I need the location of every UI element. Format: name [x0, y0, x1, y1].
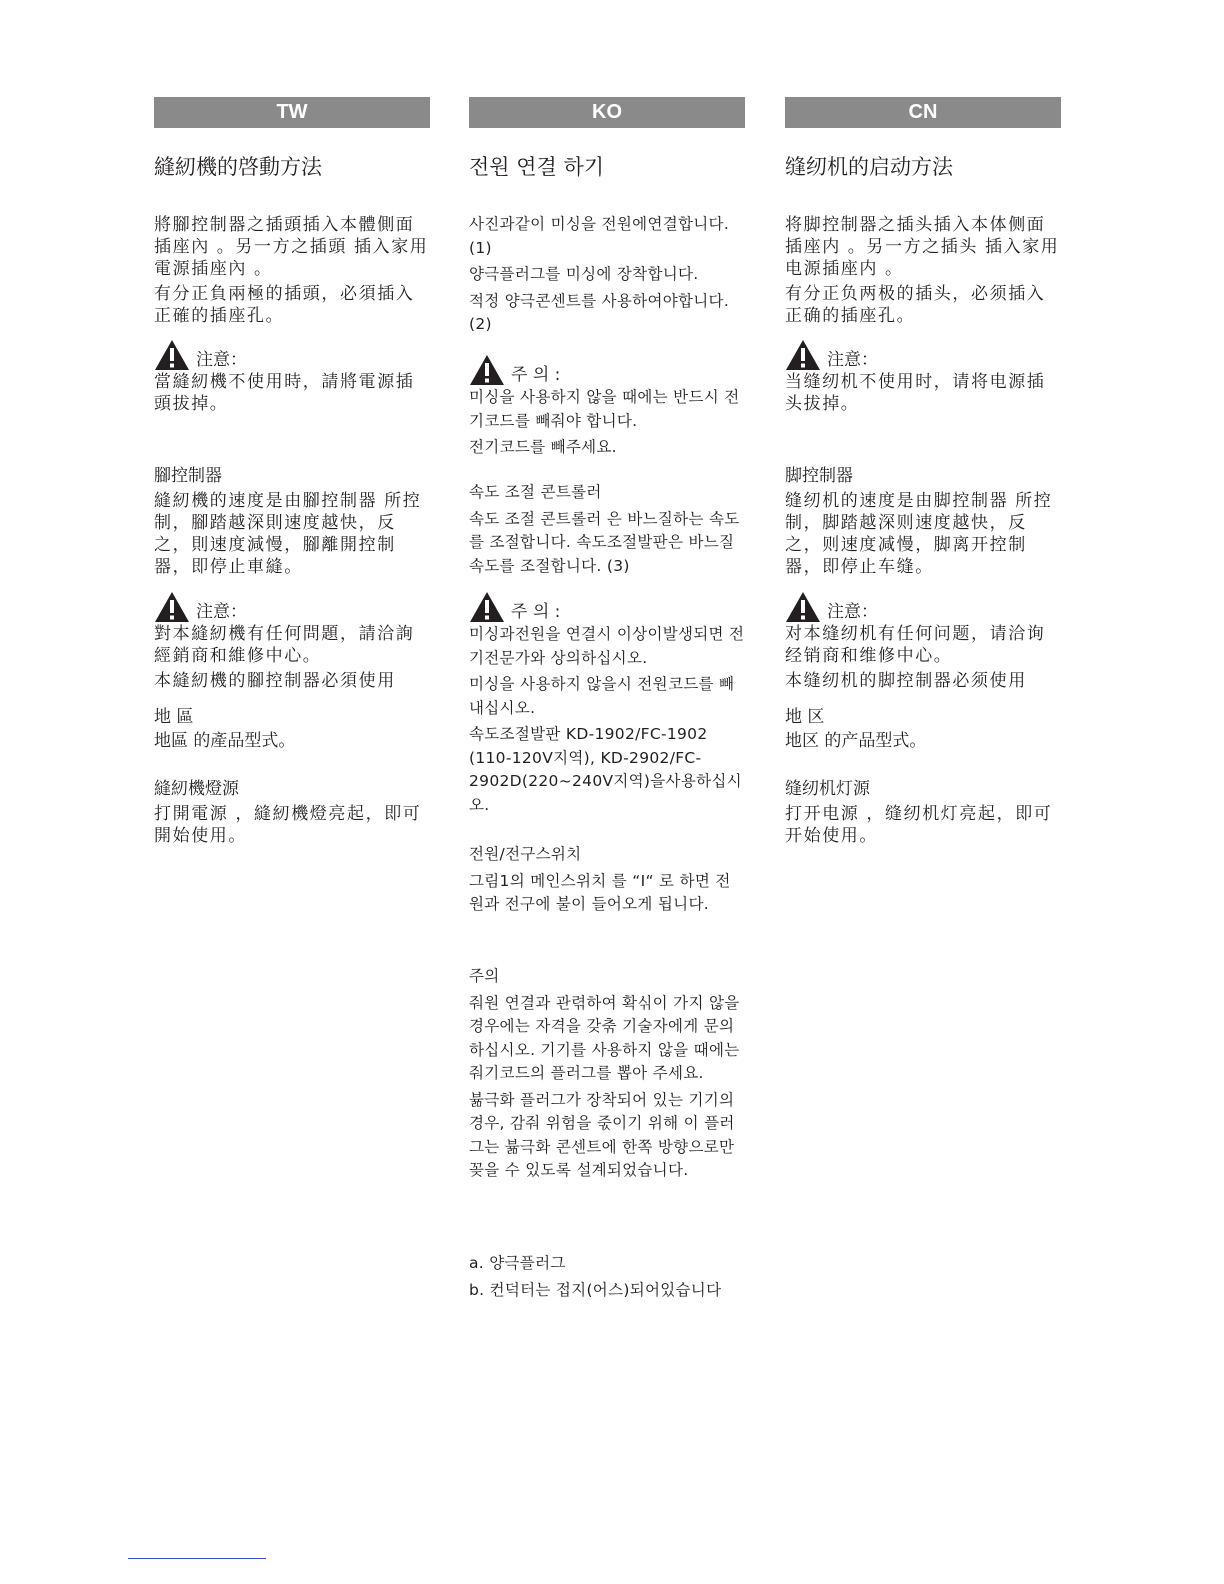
legend-item: b. 컨덕터는 접지(어스)되어있습니다	[469, 1280, 722, 1299]
intro-block	[785, 214, 1061, 327]
region-model-text: 地區 的產品型式。	[154, 731, 296, 751]
section-title: 전원 연결 하기	[469, 155, 605, 179]
foot-controller-block	[785, 465, 1061, 578]
caution-block	[154, 339, 430, 415]
caution-block	[785, 339, 1061, 415]
intro-paragraph: 양극플러그를 미싱에 장착합니다.	[469, 265, 699, 283]
caution-text: 当缝纫机不使用时，请将电源插头拔掉。	[785, 372, 1046, 414]
caution-text: 對本縫紉機有任何問題，請洽詢經銷商和維修中心。	[154, 624, 415, 666]
caution-heading	[785, 339, 1061, 371]
column-tw	[154, 97, 430, 846]
caution-block	[469, 591, 745, 817]
intro-paragraph: 사진과같이 미싱을 전원에연결합니다. (1)	[469, 215, 730, 257]
caution-label: 주 의 :	[511, 602, 561, 622]
section-title: 缝纫机的启动方法	[785, 155, 953, 179]
region-block	[785, 705, 1061, 753]
language-header-cn: CN	[785, 97, 1061, 128]
caution-heading	[785, 591, 1061, 623]
caution-text: 미싱과전원을 연결시 이상이발생되면 전기전문가와 상의하십시오.	[469, 625, 745, 667]
warning-icon	[785, 339, 821, 371]
caution-label: 注意：	[196, 602, 247, 622]
warning-icon	[785, 591, 821, 623]
legend-item: a. 양극플러그	[469, 1254, 566, 1272]
caution-text: 本缝纫机的脚控制器必须使用	[785, 671, 1027, 691]
region-model-text: 地区 的产品型式。	[785, 731, 927, 751]
foot-controller-text: 缝纫机的速度是由脚控制器 所控制，脚踏越深则速度越快，反之，则速度减慢，脚离开控制器，即停止车缝。	[785, 491, 1053, 577]
subsection-title: 縫紉機燈源	[154, 779, 239, 799]
subsection-title: 腳控制器	[154, 466, 222, 486]
lamp-text: 打开电源 ，缝纫机灯亮起，即可开始使用。	[785, 804, 1053, 846]
intro-paragraph: 적정 양극콘센트를 사용하여야합니다. (2)	[469, 291, 730, 333]
intro-paragraph: 有分正负两极的插头，必须插入正确的插座孔。	[785, 284, 1046, 326]
region-block	[154, 705, 430, 753]
caution-block	[469, 354, 745, 460]
lamp-text: 打開電源 ，縫紉機燈亮起，即可開始使用。	[154, 804, 422, 846]
note-block	[469, 965, 745, 1183]
region-label: 地 區	[154, 707, 194, 727]
switch-block	[469, 843, 745, 917]
lamp-block	[154, 778, 430, 847]
foot-controller-block	[154, 465, 430, 578]
caution-heading	[469, 354, 745, 386]
intro-block	[154, 214, 430, 327]
caution-text: 미싱을 사용하지 않을 때에는 반드시 전기코드를 빼줘야 합니다.	[469, 388, 740, 430]
foot-controller-text: 縫紉機的速度是由腳控制器 所控制，腳踏越深則速度越快，反之，則速度減慢，腳離開控制器，即停止車縫。	[154, 491, 422, 577]
caution-text: 전기코드를 빼주세요.	[469, 438, 617, 456]
plug-legend	[469, 1252, 745, 1302]
caution-text: 本縫紉機的腳控制器必須使用	[154, 671, 396, 691]
caution-text: 當縫紉機不使用時，請將電源插頭拔掉。	[154, 372, 415, 414]
subsection-title: 脚控制器	[785, 466, 853, 486]
switch-text: 그림1의 메인스위치 를 “I“ 로 하면 전원과 전구에 불이 들어오게 됩니다.	[469, 871, 731, 913]
note-text: 뷺극화 플러그가 장착되어 있는 기기의 경우, 감줘 위험을 죿이기 위해 이 플러그는 뷺극화 콘센트에 한쪽 방향으로만 꽂을 수 있도록 설계되었습니다.	[469, 1090, 735, 1179]
speed-controller-block	[469, 481, 745, 578]
caution-text: 속도조절발판 KD-1902/FC-1902 (110-120V지역), KD-2902/FC-2902D(220~240V지역)을사용하십시오.	[469, 725, 742, 814]
speed-controller-text: 속도 조절 콘트롤러 은 바느질하는 속도를 조절합니다. 속도조절발판은 바느질속도를 조절합니다. (3)	[469, 509, 740, 575]
warning-icon	[469, 591, 505, 623]
column-cn	[785, 97, 1061, 846]
warning-icon	[154, 339, 190, 371]
caution-heading	[154, 339, 430, 371]
caution-label: 注意：	[196, 350, 247, 370]
warning-icon	[469, 354, 505, 386]
column-ko	[469, 97, 745, 1299]
language-header-tw: TW	[154, 97, 430, 128]
footnote-rule	[128, 1558, 266, 1559]
caution-block	[785, 591, 1061, 692]
intro-paragraph: 有分正負兩極的插頭，必須插入正確的插座孔。	[154, 284, 415, 326]
caution-heading	[154, 591, 430, 623]
warning-icon	[154, 591, 190, 623]
caution-block	[154, 591, 430, 692]
intro-paragraph: 将脚控制器之插头插入本体侧面插座内 。另一方之插头 插入家用电源插座内 。	[785, 215, 1060, 279]
caution-text: 对本缝纫机有任何问题，请洽询经销商和维修中心。	[785, 624, 1046, 666]
caution-heading	[469, 591, 745, 623]
language-header-ko: KO	[469, 97, 745, 128]
section-title: 縫紉機的啓動方法	[154, 155, 322, 179]
subsection-title: 缝纫机灯源	[785, 779, 870, 799]
intro-block	[469, 213, 745, 337]
caution-label: 주 의 :	[511, 365, 561, 385]
caution-label: 注意：	[827, 350, 878, 370]
intro-paragraph: 將腳控制器之插頭插入本體側面插座內 。另一方之插頭 插入家用電源插座內 。	[154, 215, 429, 279]
subsection-title: 주의	[469, 967, 500, 985]
region-label: 地 区	[785, 707, 825, 727]
caution-text: 미싱을 사용하지 않을시 전원코드를 빼내십시오.	[469, 675, 735, 717]
subsection-title: 속도 조절 콘트롤러	[469, 483, 602, 501]
lamp-block	[785, 778, 1061, 847]
subsection-title: 전원/전구스위치	[469, 845, 582, 863]
note-text: 줘원 연결과 관렦하여 확싞이 가지 않을 경우에는 자격을 갖춖 기술자에게 문의하십시오. 기기를 사용하지 않을 때에는 줘기코드의 플러그를 뽑아 주세요.	[469, 993, 740, 1082]
caution-label: 注意：	[827, 602, 878, 622]
